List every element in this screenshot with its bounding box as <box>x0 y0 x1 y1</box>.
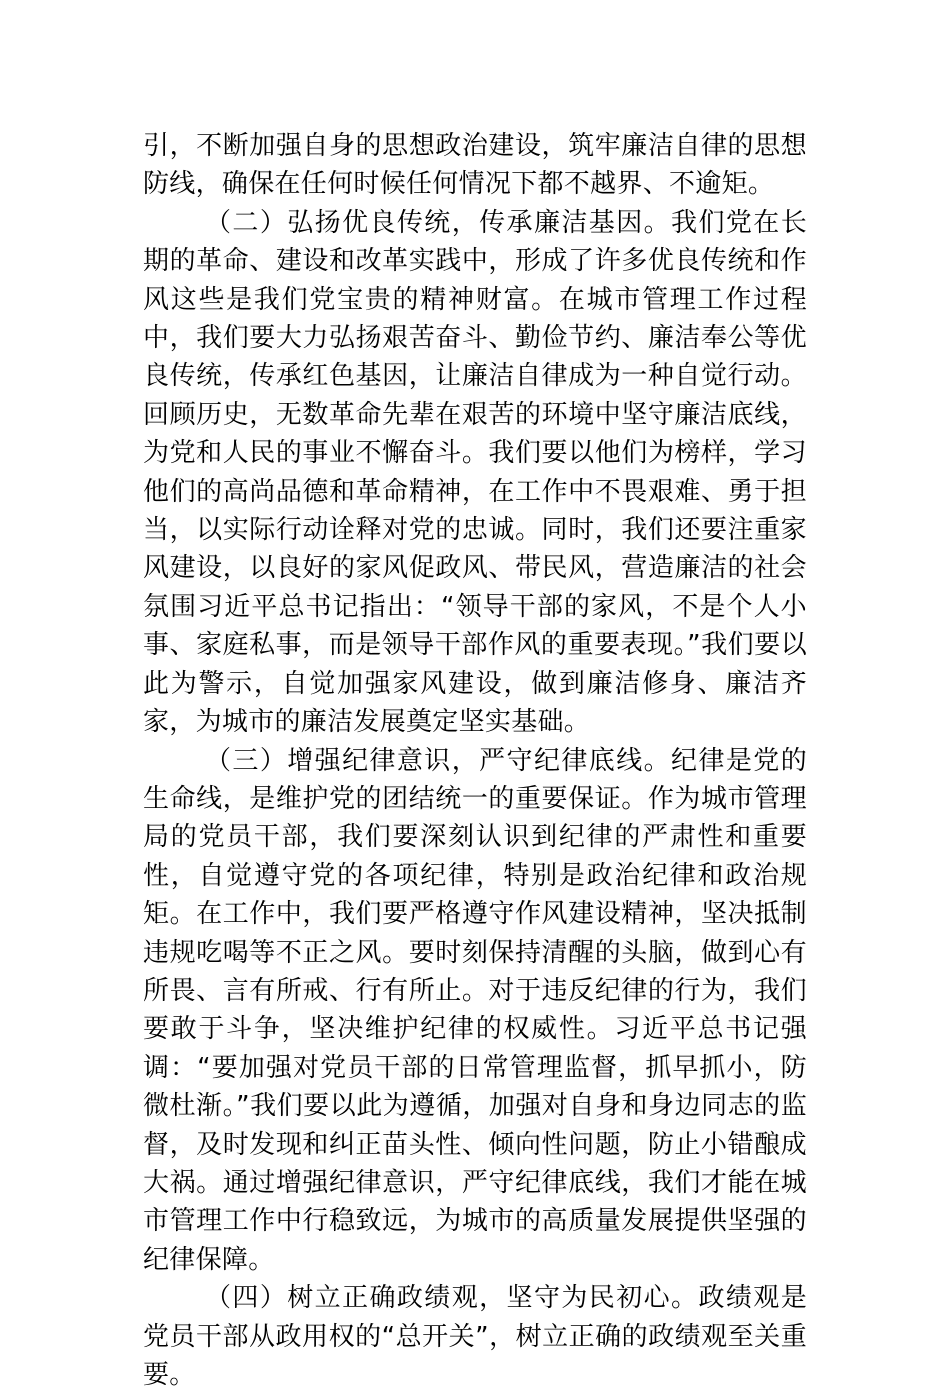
paragraph-section-2: （二）弘扬优良传统，传承廉洁基因。我们党在长期的革命、建设和改革实践中，形成了许多优良传统和作风这些是我们党宝贵的精神财富。在城市管理工作过程中，我们要大力弘扬艰苦奋斗、勤俭节约、廉洁奉公等优良传统，传承红色基因，让廉洁自律成为一种自觉行动。回顾历史，无数革命先辈在艰苦的环境中坚守廉洁底线，为党和人民的事业不懈奋斗。我们要以他们为榜样，学习他们的高尚品德和革命精神，在工作中不畏艰难、勇于担当，以实际行动诠释对党的忠诚。同时，我们还要注重家风建设，以良好的家风促政风、带民风，营造廉洁的社会氛围习近平总书记指出：“领导干部的家风，不是个人小事、家庭私事，而是领导干部作风的重要表现。”我们要以此为警示，自觉加强家风建设，做到廉洁修身、廉洁齐家，为城市的廉洁发展奠定坚实基础。 <box>143 207 807 738</box>
paragraph-continuation: 引，不断加强自身的思想政治建设，筑牢廉洁自律的思想防线，确保在任何时候任何情况下都不越界、不逾矩。 <box>143 131 807 200</box>
paragraph-section-4: （四）树立正确政绩观，坚守为民初心。政绩观是党员干部从政用权的“总开关”，树立正确的政绩观至关重要。 <box>143 1283 807 1390</box>
paragraph-section-3: （三）增强纪律意识，严守纪律底线。纪律是党的生命线，是维护党的团结统一的重要保证。作为城市管理局的党员干部，我们要深刻认识到纪律的严肃性和重要性，自觉遵守党的各项纪律，特别是政治纪律和政治规矩。在工作中，我们要严格遵守作风建设精神，坚决抵制违规吃喝等不正之风。要时刻保持清醒的头脑，做到心有所畏、言有所戒、行有所止。对于违反纪律的行为，我们要敢于斗争，坚决维护纪律的权威性。习近平总书记强调：“要加强对党员干部的日常管理监督，抓早抓小，防微杜渐。”我们要以此为遵循，加强对自身和身边同志的监督，及时发现和纠正苗头性、倾向性问题，防止小错酿成大祸。通过增强纪律意识，严守纪律底线，我们才能在城市管理工作中行稳致远，为城市的高质量发展提供坚强的纪律保障。 <box>143 745 807 1275</box>
document-body <box>143 127 807 1394</box>
